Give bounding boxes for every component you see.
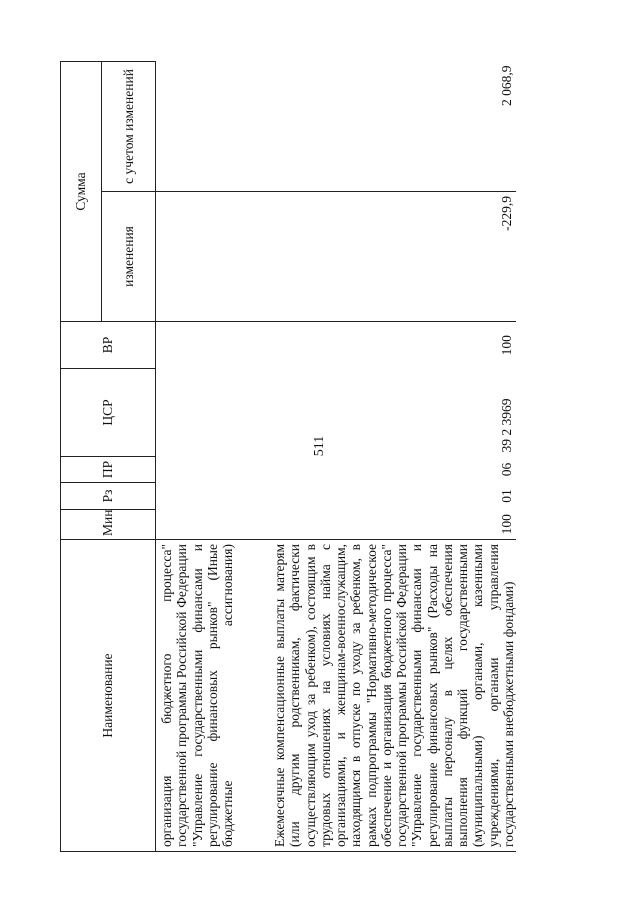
row-with-changes: 2 068,9	[269, 61, 516, 191]
row-change: -229,9	[269, 192, 516, 322]
row-change	[156, 192, 270, 322]
header-with-changes: с учетом изменений	[102, 61, 156, 191]
page-number: 511	[312, 435, 327, 457]
row-with-changes	[156, 61, 270, 191]
table-header	[61, 61, 156, 851]
row-min: 100	[269, 510, 516, 540]
row-pr	[156, 457, 270, 483]
row-csr	[156, 369, 270, 457]
row-csr: 39 2 3969	[498, 398, 514, 453]
row-name-text: организация бюджетного процесса" государственной программы Российской Федерации "Управление государственными финансами и регулирование финансовых рынков" (Иные бюджетные ассигнования)	[159, 544, 235, 847]
row-rz	[156, 483, 270, 510]
header-sum: Сумма	[61, 61, 102, 321]
row-name-cell	[269, 540, 516, 852]
header-vr: ВР	[61, 322, 156, 369]
row-min	[156, 510, 270, 540]
header-csr: ЦСР	[61, 369, 156, 457]
row-vr	[156, 322, 270, 369]
table-row	[156, 61, 270, 851]
rotated-page-content	[60, 62, 600, 852]
header-pr: ПР	[61, 457, 156, 483]
table-row	[269, 61, 516, 851]
header-change: изменения	[102, 192, 156, 322]
row-name-text: Ежемесячные компенсационные выплаты матерям (или другим родственникам, фактически осуществляющим уход за ребенком), состоящим в трудовых отношениях на условиях найма с организациями, и женщинам-военнослужащим, находящимся в отпуске по уходу за ребенком, в рамках подпрограммы "Нормативно-методическое обеспечение и организация бюджетного процесса" государственной программы Российской Федерации "Управление государственными финансами и регулирование финансовых рынков" (Расходы на выплаты персоналу в целях обеспечения выполнения функций государственными (муниципальными) органами, казенными учреждениями, органами управления государственными внебюджетными фондами)	[272, 544, 516, 847]
budget-table	[60, 61, 516, 852]
header-name: Наименование	[61, 540, 156, 852]
row-vr: 100	[498, 335, 514, 356]
row-rz: 01	[498, 489, 514, 503]
row-name-cell	[156, 540, 270, 852]
header-rz: Рз	[61, 483, 156, 510]
row-pr: 06	[498, 462, 514, 477]
header-min: Мин	[61, 510, 156, 540]
